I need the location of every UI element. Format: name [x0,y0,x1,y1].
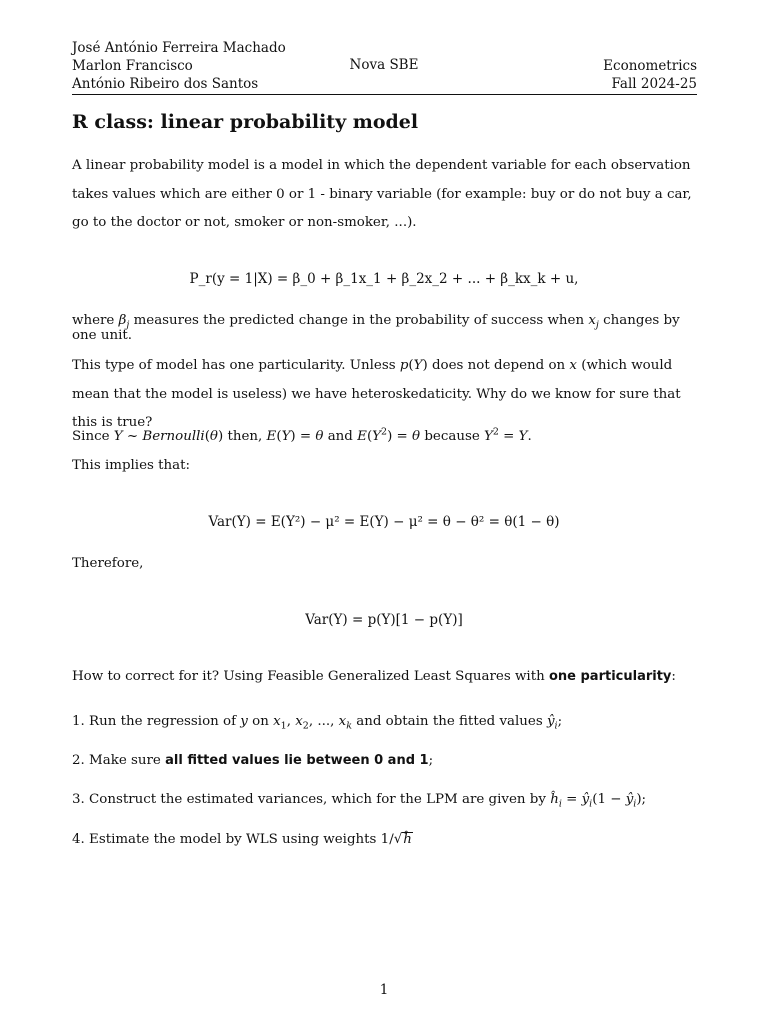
since-paragraph: Since Y ~ Bernoulli(θ) then, E(Y) = θ and $E(Y^2) = \theta$ because $Y^2 = Y$. [72,426,532,444]
where-paragraph: where $\beta_j$ measures the predicted change in the probability of success when $x_j$ changes by one unit. [72,313,680,343]
step-4-a: Estimate the model by WLS using weights [89,832,377,847]
correct-bold: one particularity [548,669,672,684]
where-b: measures the predicted change in the probability of success when [133,313,585,328]
equation-variance-p: Var(Y) = p(Y)[1 − p(Y)] [305,612,463,628]
page-title: R class: linear probability model [72,111,419,133]
since-c: and [327,429,353,444]
step-2-bold: all fitted values lie between 0 and 1 [165,753,429,768]
therefore-text: Therefore, [72,556,144,571]
correct-a: How to correct for it? Using Feasible Generalized Least Squares with [72,669,545,684]
step-2-end: ; [428,753,434,768]
since-b: then, [227,429,263,444]
step-1: 1. Run the regression of y on $x_1$, $x_2$, ..., $x_k$ and obtain the fitted values $ŷ_i$; [72,714,563,732]
header-course-info [497,57,697,93]
where-c: changes by one unit. [72,313,680,343]
header-course: Econometrics [603,58,697,74]
step-3-number: 3. [72,792,85,807]
equation-variance: Var(Y) = E(Y²) − μ² = E(Y) − μ² = θ − θ² = θ(1 − θ) [208,514,560,530]
correct-end: : [671,669,676,684]
since-d: because [424,429,480,444]
header-term: Fall 2024-25 [611,76,697,92]
intro-paragraph: A linear probability model is a model in which the dependent variable for each observation takes values which are either 0 or 1 - binary variable (for example: buy or do not buy a car, go to the doctor or not, smoker or non-smoker, ...). [72,158,692,230]
step-3-a: Construct the estimated variances, which for the LPM are given by [89,792,546,807]
step-3: 3. Construct the estimated variances, which for the LPM are given by $ĥ_i$ = $ŷ_i(1$ − $ŷ_i$); [72,792,647,810]
step-2-a: Make sure [89,753,161,768]
step-1-c: and obtain the fitted values [356,714,543,729]
part-b: does not depend on [431,358,566,373]
step-4-number: 4. [72,832,85,847]
step-1-b: on [252,714,269,729]
step-1-number: 1. [72,714,85,729]
step-2-number: 2. [72,753,85,768]
equation-lpm: P_r(y = 1|X) = β_0 + β_1x_1 + β_2x_2 + ... + β_kx_k + u, [189,271,579,287]
step-4: 4. Estimate the model by WLS using weights 1/√ĥ [72,832,412,847]
step-2 [72,753,700,768]
particularity-paragraph: This type of model has one particularity. Unless p(Y) does not depend on x (which would mean that the model is useless) we have heteroskedaticity. Why do we know for sure that this is true? [72,358,681,430]
part-a: This type of model has one particularity. Unless [72,358,396,373]
part-c: (which would mean that the model is useless) we have heteroskedaticity. Why do we know for sure that this is true? [72,358,681,430]
author-3: António Ribeiro dos Santos [72,76,259,92]
since-a: Since [72,429,110,444]
implies-text: This implies that: [72,458,191,473]
header-institution: Nova SBE [349,57,419,73]
correct-paragraph [72,669,700,684]
page-number: 1 [379,982,389,998]
where-a: where [72,313,115,328]
author-1: José António Ferreira Machado [72,40,286,56]
header-rule [72,94,697,95]
author-2: Marlon Francisco [72,58,193,74]
step-1-a: Run the regression of [89,714,237,729]
